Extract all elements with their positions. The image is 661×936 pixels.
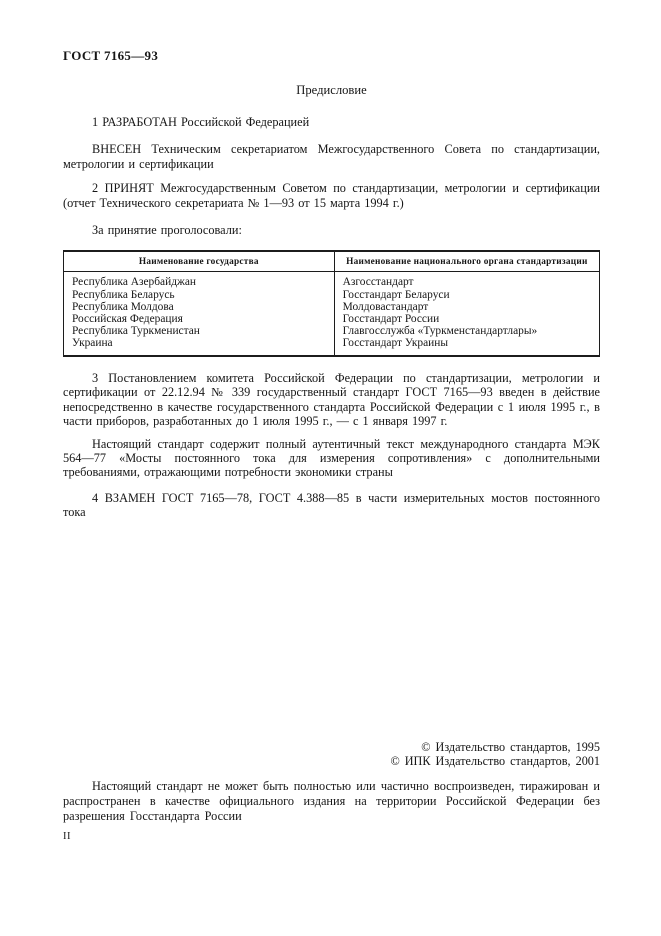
table-cell-state: Республика Молдова [72, 300, 174, 313]
table-row [64, 313, 600, 325]
table-header-row [64, 251, 600, 272]
foreword-item-1-sub: ВНЕСЕН Техническим секретариатом Межгосударственного Совета по стандартизации, метрологии и сертификации [63, 142, 600, 171]
table-row [64, 301, 600, 313]
doc-code: ГОСТ 7165—93 [63, 48, 159, 63]
table-cell-org: Азгосстандарт [334, 272, 599, 289]
foreword-item-2: 2 ПРИНЯТ Межгосударственным Советом по стандартизации, метрологии и сертификации (отчет Технического секретариата № 1—93 от 15 марта 1994 г.) [63, 181, 600, 210]
table-cell-state: Российская Федерация [72, 312, 183, 325]
page-footer [63, 740, 600, 823]
foreword-item-3-sub: Настоящий стандарт содержит полный аутентичный текст международного стандарта МЭК 564—77 «Мосты постоянного тока для измерения сопротивления» с дополнительными требованиями, отражающими потребности экономики страны [63, 436, 600, 480]
table-cell-org: Госстандарт Украины [334, 337, 599, 356]
page-content [63, 0, 600, 520]
table-cell-state: Республика Туркменистан [72, 324, 200, 337]
table-row [64, 272, 600, 289]
table-header-org: Наименование национального органа стандартизации [334, 251, 599, 272]
table-cell-org: Молдовастандарт [334, 301, 599, 313]
table-row [64, 289, 600, 301]
reproduction-notice: Настоящий стандарт не может быть полностью или частично воспроизведен, тиражирован и распространен в качестве официального издания на территории Российской Федерации без разрешения Госстандарта России [63, 779, 600, 823]
vote-intro: За принятие проголосовали: [92, 223, 242, 238]
vote-table [63, 250, 600, 357]
page-title: Предисловие [296, 83, 367, 97]
foreword-item-4: 4 ВЗАМЕН ГОСТ 7165—78, ГОСТ 4.388—85 в части измерительных мостов постоянного тока [63, 490, 600, 520]
table-cell-org: Госстандарт России [334, 313, 599, 325]
table-row [64, 337, 600, 356]
foreword-item-1: 1 РАЗРАБОТАН Российской Федерацией [92, 115, 310, 129]
copyright-line-1995: © Издательство стандартов, 1995 [421, 740, 600, 754]
table-cell-state: Украина [72, 336, 113, 349]
table-cell-state: Республика Азербайджан [72, 276, 197, 289]
table-header-state: Наименование государства [64, 251, 335, 272]
table-row [64, 325, 600, 337]
copyright-line-2001: © ИПК Издательство стандартов, 2001 [390, 754, 600, 769]
table-cell-org: Госстандарт Беларуси [334, 289, 599, 301]
table-cell-state: Республика Беларусь [72, 288, 175, 301]
foreword-item-3: 3 Постановлением комитета Российской Федерации по стандартизации, метрологии и сертификации от 22.12.94 № 339 государственный стандарт ГОСТ 7165—93 введен в действие непосредственно в качестве государственного стандарта Российской Федерации с 1 июля 1995 г., в части приборов, разработанных до 1 июля 1995 г., — с 1 января 1997 г. [63, 371, 600, 429]
copyright-block [63, 740, 600, 768]
table-cell-org: Главгосслужба «Туркменстандартлары» [334, 325, 599, 337]
page-number: II [63, 831, 71, 842]
